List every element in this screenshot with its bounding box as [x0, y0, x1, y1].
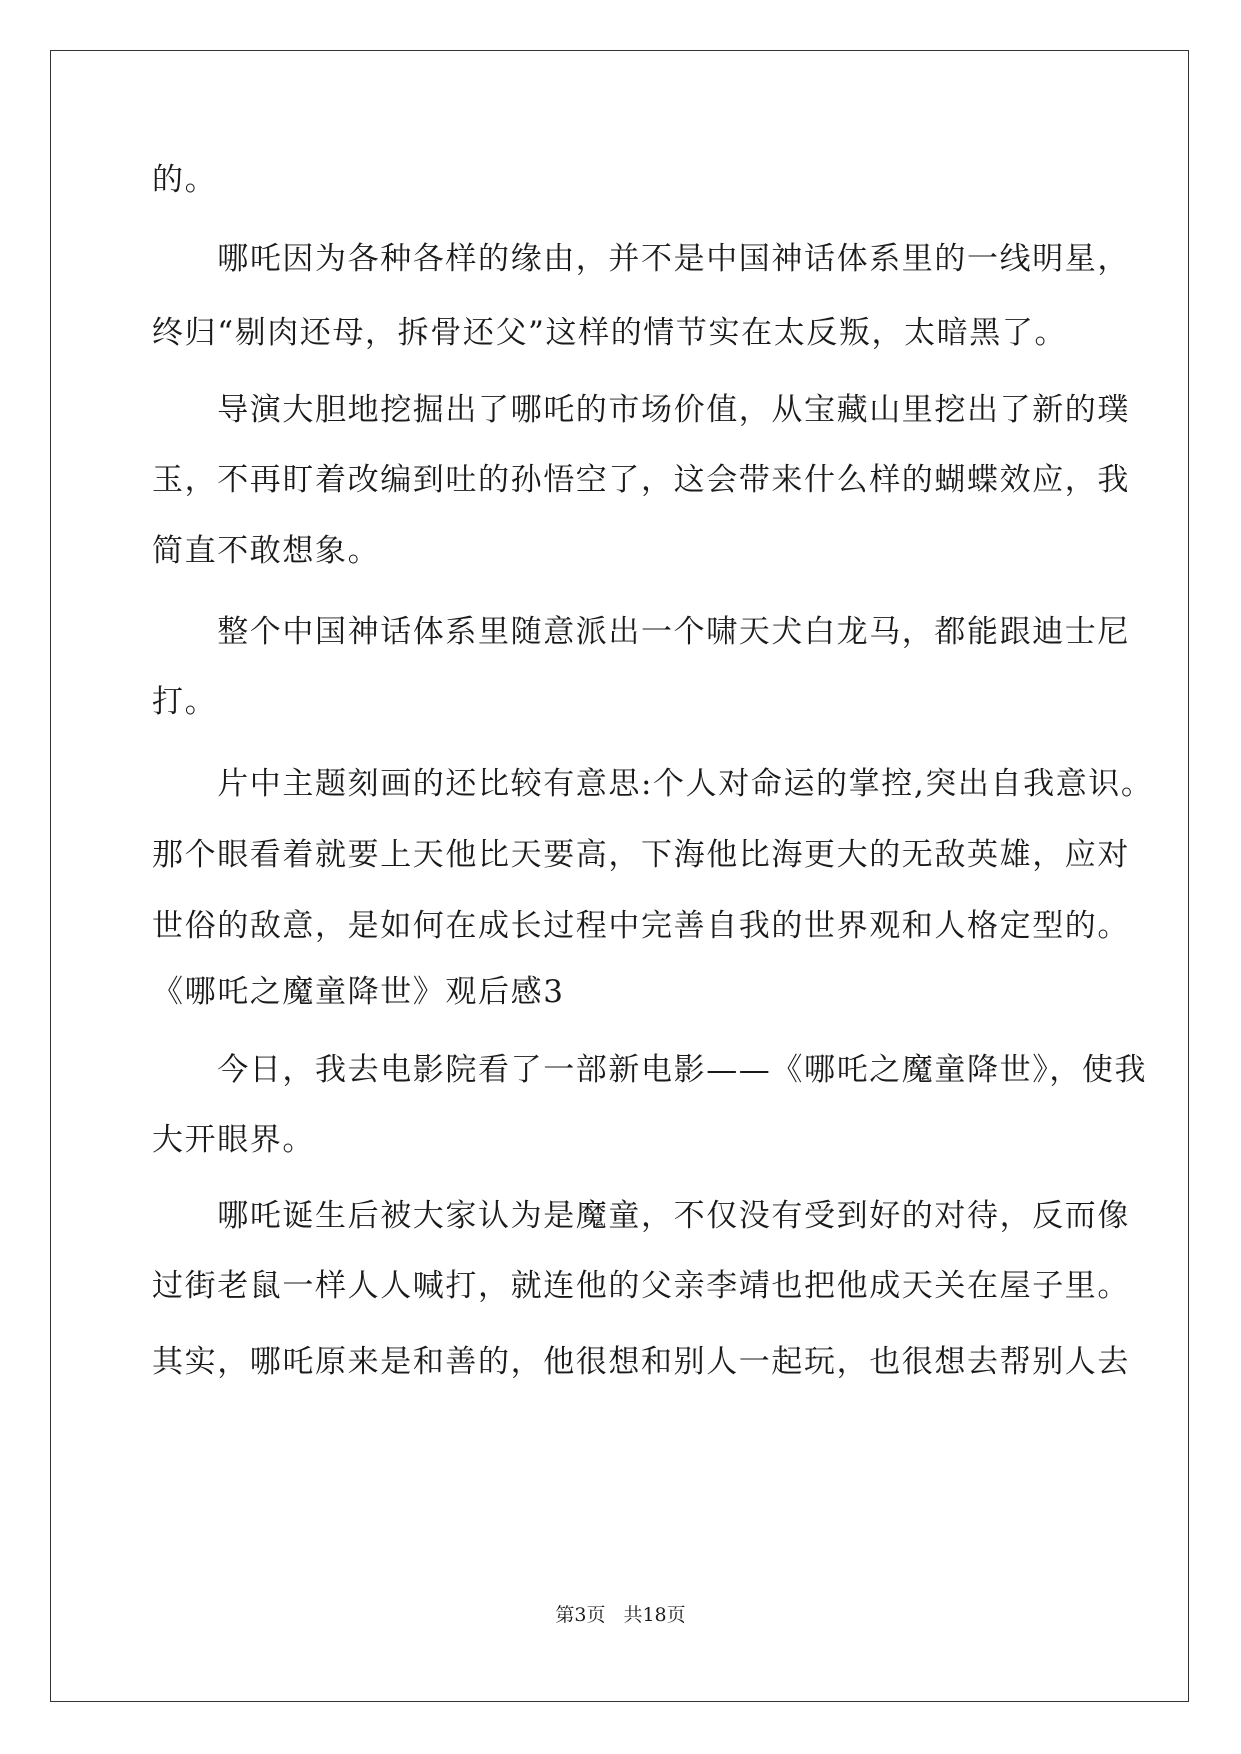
text-line: 哪吒因为各种各样的缘由，并不是中国神话体系里的一线明星， — [152, 241, 1130, 277]
text-line: 简直不敢想象。 — [152, 533, 381, 569]
text-line: 过街老鼠一样人人喊打，就连他的父亲李靖也把他成天关在屋子里。 — [152, 1268, 1130, 1304]
text-line: 整个中国神话体系里随意派出一个啸天犬白龙马，都能跟迪士尼 — [152, 614, 1130, 650]
page-number: 第3页 — [555, 1604, 606, 1626]
text-line: 今日，我去电影院看了一部新电影——《哪吒之魔童降世》，使我 — [152, 1052, 1148, 1088]
text-line: 那个眼看着就要上天他比天要高，下海他比海更大的无敌英雄，应对 — [152, 837, 1130, 873]
text-line: 导演大胆地挖掘出了哪吒的市场价值，从宝藏山里挖出了新的璞 — [152, 392, 1130, 428]
text-line: 玉，不再盯着改编到吐的孙悟空了，这会带来什么样的蝴蝶效应，我 — [152, 462, 1130, 498]
text-line: 终归“剔肉还母，拆骨还父”这样的情节实在太反叛，太暗黑了。 — [152, 315, 1068, 351]
page-border — [50, 50, 1189, 1702]
page-total: 共18页 — [623, 1604, 686, 1626]
text-line: 世俗的敌意，是如何在成长过程中完善自我的世界观和人格定型的。 — [152, 908, 1130, 944]
text-line: 其实，哪吒原来是和善的，他很想和别人一起玩，也很想去帮别人去 — [152, 1344, 1130, 1380]
text-line: 片中主题刻画的还比较有意思:个人对命运的掌控,突出自我意识。 — [152, 766, 1154, 802]
text-line: 打。 — [152, 684, 218, 720]
section-heading: 《哪吒之魔童降世》观后感3 — [152, 974, 565, 1010]
text-line: 的。 — [152, 162, 218, 198]
page-footer — [0, 1603, 1241, 1627]
text-line: 大开眼界。 — [152, 1122, 315, 1158]
text-line: 哪吒诞生后被大家认为是魔童，不仅没有受到好的对待，反而像 — [152, 1198, 1130, 1234]
